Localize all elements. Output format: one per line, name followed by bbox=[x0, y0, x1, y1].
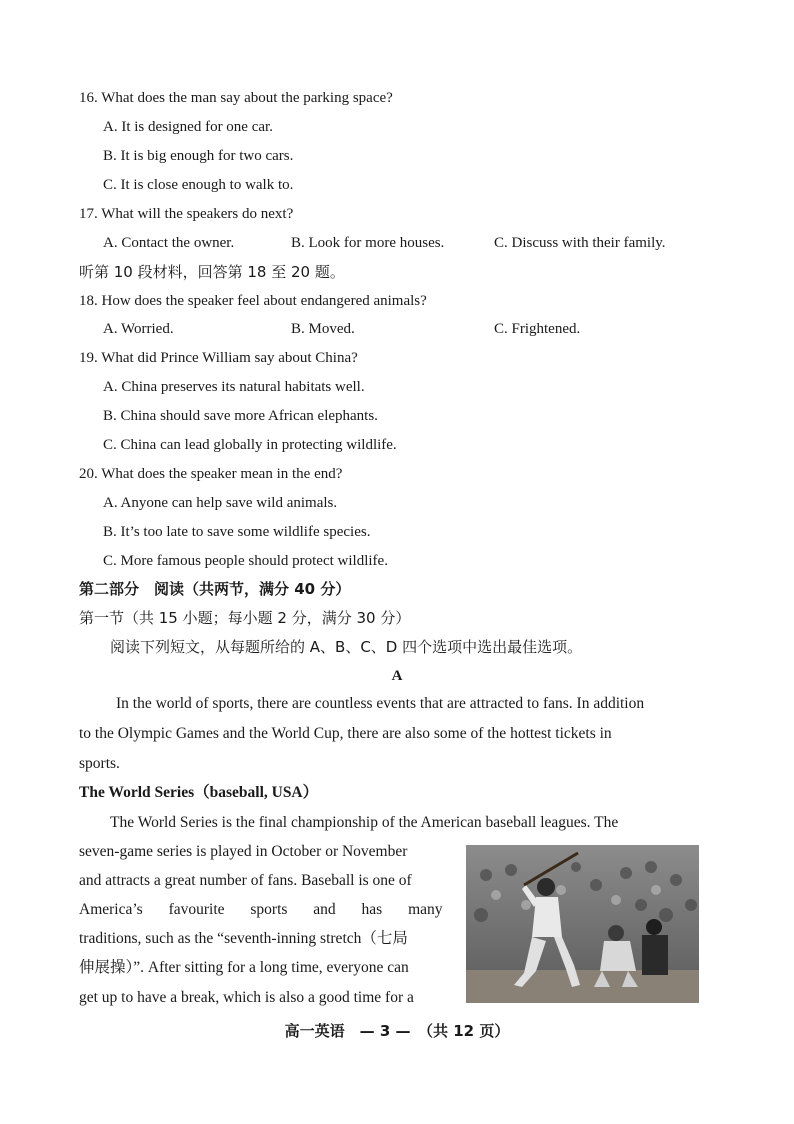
q19-option-a: A. China preserves its natural habitats well. bbox=[103, 379, 365, 395]
para-line-3-text: America’s favourite sports and has many bbox=[79, 901, 443, 918]
para-line-5: 伸展操）”. After sitting for a long time, everyone can bbox=[79, 959, 409, 976]
section-title: 第一节（共 15 小题；每小题 2 分，满分 30 分） bbox=[79, 609, 411, 627]
q16-option-b: B. It is big enough for two cars. bbox=[103, 148, 294, 164]
q20-option-c: C. More famous people should protect wildlife. bbox=[103, 553, 388, 569]
part-title: 第二部分 阅读（共两节，满分 40 分） bbox=[79, 580, 351, 598]
q17-option-c: C. Discuss with their family. bbox=[494, 235, 666, 251]
q16-option-c: C. It is close enough to walk to. bbox=[103, 177, 294, 193]
para-line-3 bbox=[79, 900, 447, 920]
question-19: 19. What did Prince William say about China? bbox=[79, 350, 358, 366]
question-20: 20. What does the speaker mean in the end? bbox=[79, 466, 343, 482]
para-line-2: and attracts a great number of fans. Baseball is one of bbox=[79, 872, 412, 889]
reading-instruction: 阅读下列短文，从每题所给的 A、B、C、D 四个选项中选出最佳选项。 bbox=[110, 638, 583, 656]
para-first-line: The World Series is the final championship of the American baseball leagues. The bbox=[110, 814, 619, 831]
q19-option-b: B. China should save more African elephants. bbox=[103, 408, 378, 424]
section-10-instruction: 听第 10 段材料，回答第 18 至 20 题。 bbox=[79, 263, 345, 281]
intro-line-3: sports. bbox=[79, 755, 120, 772]
question-17: 17. What will the speakers do next? bbox=[79, 206, 294, 222]
q20-option-a: A. Anyone can help save wild animals. bbox=[103, 495, 338, 511]
passage-label: A bbox=[391, 668, 403, 684]
q20-option-b: B. It’s too late to save some wildlife species. bbox=[103, 524, 371, 540]
q18-option-b: B. Moved. bbox=[291, 321, 355, 337]
q16-option-a: A. It is designed for one car. bbox=[103, 119, 273, 135]
q18-option-a: A. Worried. bbox=[103, 321, 174, 337]
baseball-photo-illustration bbox=[466, 845, 699, 1003]
question-18: 18. How does the speaker feel about endangered animals? bbox=[79, 293, 427, 309]
para-line-1: seven-game series is played in October or November bbox=[79, 843, 408, 860]
para-line-4: traditions, such as the “seventh-inning stretch（七局 bbox=[79, 930, 408, 947]
para-line-6: get up to have a break, which is also a good time for a bbox=[79, 989, 414, 1006]
baseball-batter-photo bbox=[466, 845, 699, 1003]
page-footer: 高一英语 — 3 — （共 12 页） bbox=[284, 1022, 510, 1040]
section-heading-world-series: The World Series（baseball, USA） bbox=[79, 784, 319, 801]
intro-line-1: In the world of sports, there are countless events that are attracted to fans. In addition bbox=[116, 695, 645, 712]
q19-option-c: C. China can lead globally in protecting wildlife. bbox=[103, 437, 397, 453]
q17-option-b: B. Look for more houses. bbox=[291, 235, 445, 251]
intro-line-2: to the Olympic Games and the World Cup, there are also some of the hottest tickets in bbox=[79, 725, 612, 742]
q18-option-c: C. Frightened. bbox=[494, 321, 581, 337]
question-16: 16. What does the man say about the parking space? bbox=[79, 90, 393, 106]
q17-option-a: A. Contact the owner. bbox=[103, 235, 235, 251]
